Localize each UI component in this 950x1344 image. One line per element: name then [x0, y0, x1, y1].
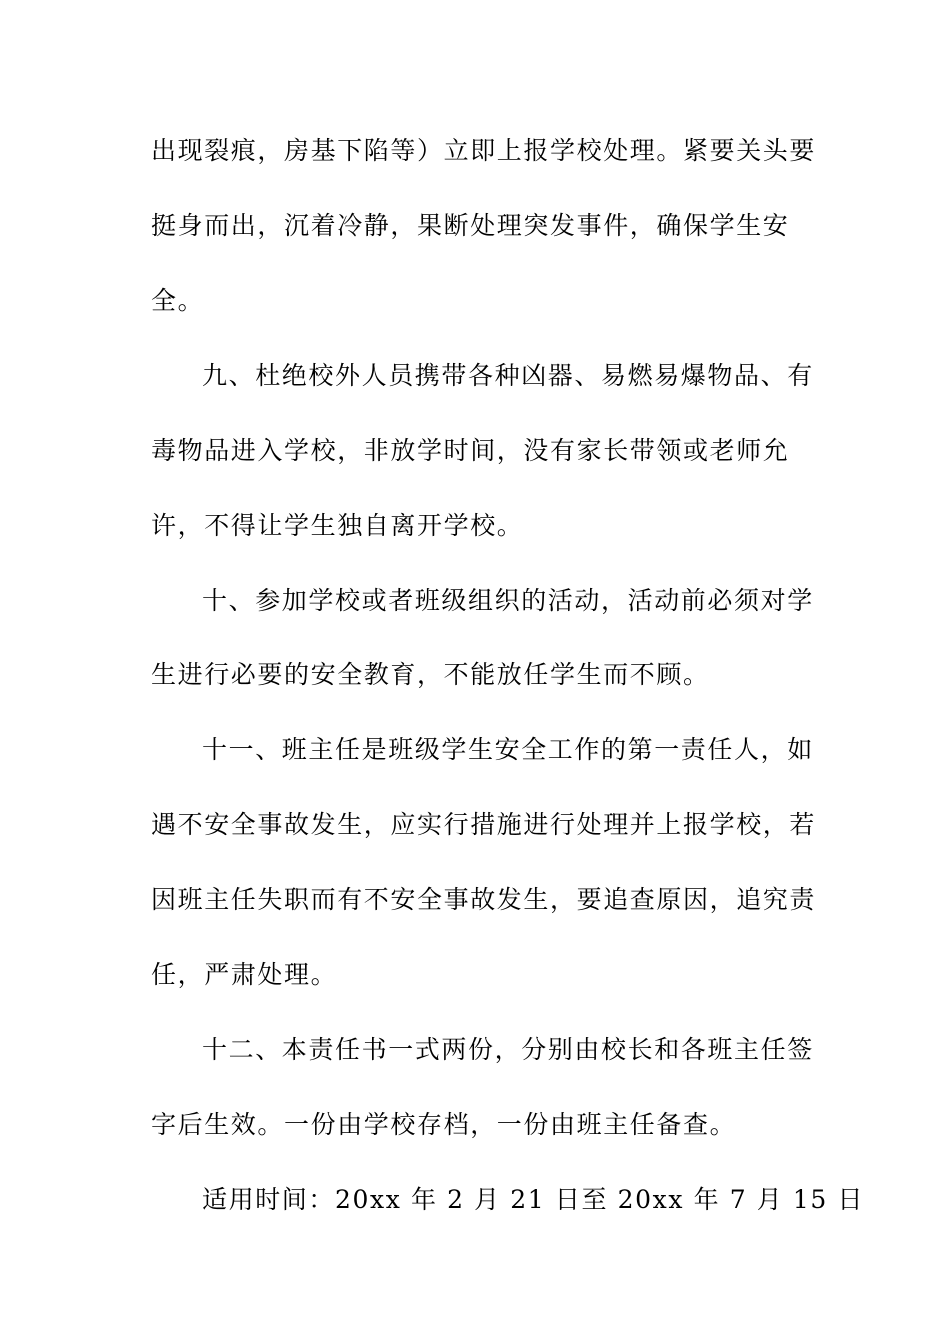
paragraph-11-line-1: 十一、班主任是班级学生安全工作的第一责任人，如 — [202, 735, 814, 764]
paragraph-10-line-1: 十、参加学校或者班级组织的活动，活动前必须对学 — [202, 586, 814, 615]
paragraph-9-line-1: 九、杜绝校外人员携带各种凶器、易燃易爆物品、有 — [202, 361, 814, 390]
paragraph-8-line-3: 全。 — [151, 286, 205, 315]
paragraph-8-line-1: 出现裂痕，房基下陷等）立即上报学校处理。紧要关头要 — [151, 136, 817, 165]
paragraph-11-line-4: 任，严肃处理。 — [151, 960, 338, 989]
paragraph-9-line-2: 毒物品进入学校，非放学时间，没有家长带领或老师允 — [151, 436, 790, 465]
paragraph-11-line-3: 因班主任失职而有不安全事故发生，要追查原因，追究责 — [151, 885, 817, 914]
paragraph-11-line-2: 遇不安全事故发生，应实行措施进行处理并上报学校，若 — [151, 810, 817, 839]
paragraph-9-line-3: 许，不得让学生独自离开学校。 — [151, 511, 524, 540]
paragraph-12-line-2: 字后生效。一份由学校存档，一份由班主任备查。 — [151, 1110, 737, 1139]
paragraph-8-line-2: 挺身而出，沉着冷静，果断处理突发事件，确保学生安 — [151, 211, 790, 240]
paragraph-10-line-2: 生进行必要的安全教育，不能放任学生而不顾。 — [151, 660, 710, 689]
paragraph-12-line-1: 十二、本责任书一式两份，分别由校长和各班主任签 — [202, 1035, 814, 1064]
validity-period: 适用时间：20xx 年 2 月 21 日至 20xx 年 7 月 15 日 — [202, 1185, 865, 1214]
